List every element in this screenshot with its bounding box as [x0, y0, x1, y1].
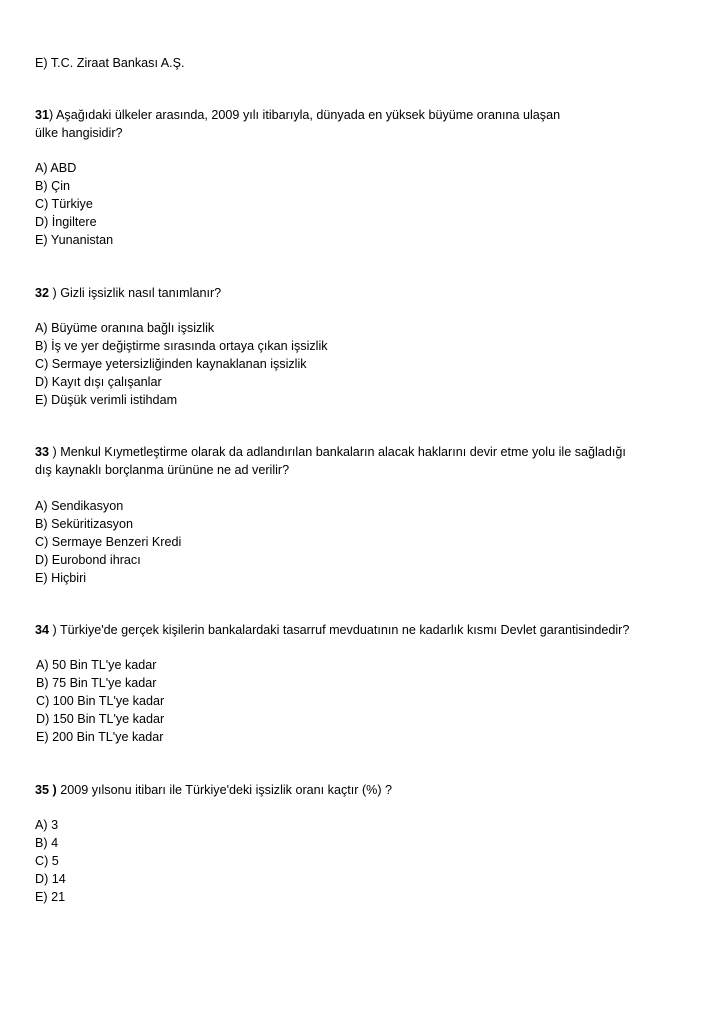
- question-35-option-e: E) 21: [35, 890, 66, 904]
- question-31-option-b: B) Çin: [35, 179, 70, 193]
- question-33-option-c: C) Sermaye Benzeri Kredi: [35, 535, 182, 549]
- question-33-option-d: D) Eurobond ihracı: [35, 553, 141, 567]
- question-33-option-b: B) Seküritizasyon: [35, 517, 133, 531]
- question-31-stem: ) Aşağıdaki ülkeler arasında, 2009 yılı itibarıyla, dünyada en yüksek büyüme oranına ulaşan: [49, 108, 561, 122]
- question-35-text: [35, 781, 392, 799]
- question-31-text: [35, 106, 560, 124]
- question-31-number: 31: [35, 108, 50, 122]
- question-33-number: 33: [35, 445, 50, 459]
- question-35-option-d: D) 14: [35, 872, 66, 886]
- question-32-option-d: D) Kayıt dışı çalışanlar: [35, 375, 162, 389]
- question-32-stem: ) Gizli işsizlik nasıl tanımlanır?: [49, 286, 222, 300]
- question-35-number: 35 ): [35, 783, 57, 797]
- question-31-option-d: D) İngiltere: [35, 215, 97, 229]
- question-32-option-e: E) Düşük verimli istihdam: [35, 393, 178, 407]
- question-31-option-e: E) Yunanistan: [35, 233, 114, 247]
- carry-over-option: E) T.C. Ziraat Bankası A.Ş.: [35, 56, 185, 70]
- question-34-option-b: B) 75 Bin TL'ye kadar: [36, 676, 157, 690]
- question-35-option-c: C) 5: [35, 854, 59, 868]
- question-35-stem: 2009 yılsonu itibarı ile Türkiye'deki işsizlik oranı kaçtır (%) ?: [56, 783, 393, 797]
- question-31-text-line2: ülke hangisidir?: [35, 126, 123, 140]
- question-32-option-c: C) Sermaye yetersizliğinden kaynaklanan işsizlik: [35, 357, 307, 371]
- question-34-option-c: C) 100 Bin TL'ye kadar: [36, 694, 165, 708]
- question-33-option-a: A) Sendikasyon: [35, 499, 124, 513]
- question-32-option-a: A) Büyüme oranına bağlı işsizlik: [35, 321, 215, 335]
- question-34-number: 34: [35, 623, 50, 637]
- question-31-option-a: A) ABD: [35, 161, 77, 175]
- question-34-option-d: D) 150 Bin TL'ye kadar: [36, 712, 165, 726]
- question-33-text: [35, 443, 626, 461]
- question-34-option-a: A) 50 Bin TL'ye kadar: [36, 658, 157, 672]
- question-35-option-a: A) 3: [35, 818, 59, 832]
- question-32-number: 32: [35, 286, 50, 300]
- question-31-option-c: C) Türkiye: [35, 197, 93, 211]
- question-33-text-line2: dış kaynaklı borçlanma ürününe ne ad verilir?: [35, 463, 290, 477]
- question-34-text: [35, 621, 629, 639]
- question-34-stem: ) Türkiye'de gerçek kişilerin bankalardaki tasarruf mevduatının ne kadarlık kısmı Devlet garantisindedir?: [49, 623, 630, 637]
- question-32-option-b: B) İş ve yer değiştirme sırasında ortaya çıkan işsizlik: [35, 339, 328, 353]
- question-34-option-e: E) 200 Bin TL'ye kadar: [36, 730, 164, 744]
- question-33-option-e: E) Hiçbiri: [35, 571, 87, 585]
- question-32-text: [35, 284, 221, 302]
- question-35-option-b: B) 4: [35, 836, 59, 850]
- question-33-stem: ) Menkul Kıymetleştirme olarak da adlandırılan bankaların alacak haklarını devir etme yolu ile sağladığı: [49, 445, 626, 459]
